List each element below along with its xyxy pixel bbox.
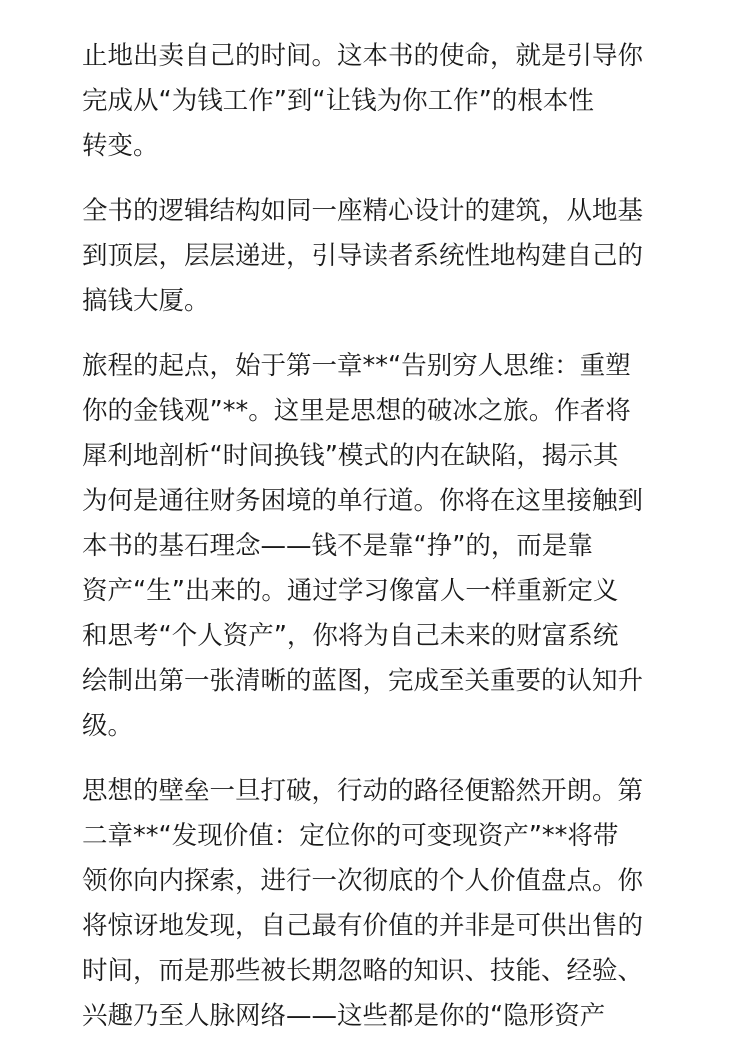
text-line: 到顶层，层层递进，引导读者系统性地构建自己的 (82, 241, 644, 271)
text-line: 全书的逻辑结构如同一座精心设计的建筑，从地基 (82, 196, 644, 226)
paragraph-2 (82, 189, 694, 324)
text-line: 资产“生”出来的。通过学习像富人一样重新定义 (82, 576, 619, 606)
text-line: 本书的基石理念——钱不是靠“挣”的，而是靠 (82, 531, 593, 561)
paragraph-4 (82, 769, 694, 1039)
text-line: 将惊讶地发现，自己最有价值的并非是可供出售的 (82, 911, 644, 941)
text-line: 绘制出第一张清晰的蓝图，完成至关重要的认知升 (82, 666, 644, 696)
text-line: 二章**“发现价值：定位你的可变现资产”**将带 (82, 821, 619, 851)
text-line: 思想的壁垒一旦打破，行动的路径便豁然开朗。第 (82, 776, 644, 806)
paragraph-1 (82, 34, 694, 169)
text-line: 兴趣乃至人脉网络——这些都是你的“隐形资产 (82, 1001, 606, 1031)
paragraph-3 (82, 344, 694, 749)
text-line: 领你向内探索，进行一次彻底的个人价值盘点。你 (82, 866, 644, 896)
text-line: 时间，而是那些被长期忽略的知识、技能、经验、 (82, 956, 644, 986)
text-line: 为何是通往财务困境的单行道。你将在这里接触到 (82, 486, 644, 516)
text-line: 和思考“个人资产”，你将为自己未来的财富系统 (82, 621, 619, 651)
text-line: 转变。 (82, 131, 159, 161)
text-line: 止地出卖自己的时间。这本书的使命，就是引导你 (82, 41, 644, 71)
text-line: 级。 (82, 711, 134, 741)
text-line: 犀利地剖析“时间换钱”模式的内在缺陷，揭示其 (82, 441, 619, 471)
text-line: 旅程的起点，始于第一章**“告别穷人思维：重塑 (82, 351, 631, 381)
text-line: 搞钱大厦。 (82, 286, 210, 316)
text-line: 你的金钱观”**。这里是思想的破冰之旅。作者将 (82, 396, 631, 426)
text-line: 完成从“为钱工作”到“让钱为你工作”的根本性 (82, 86, 594, 116)
